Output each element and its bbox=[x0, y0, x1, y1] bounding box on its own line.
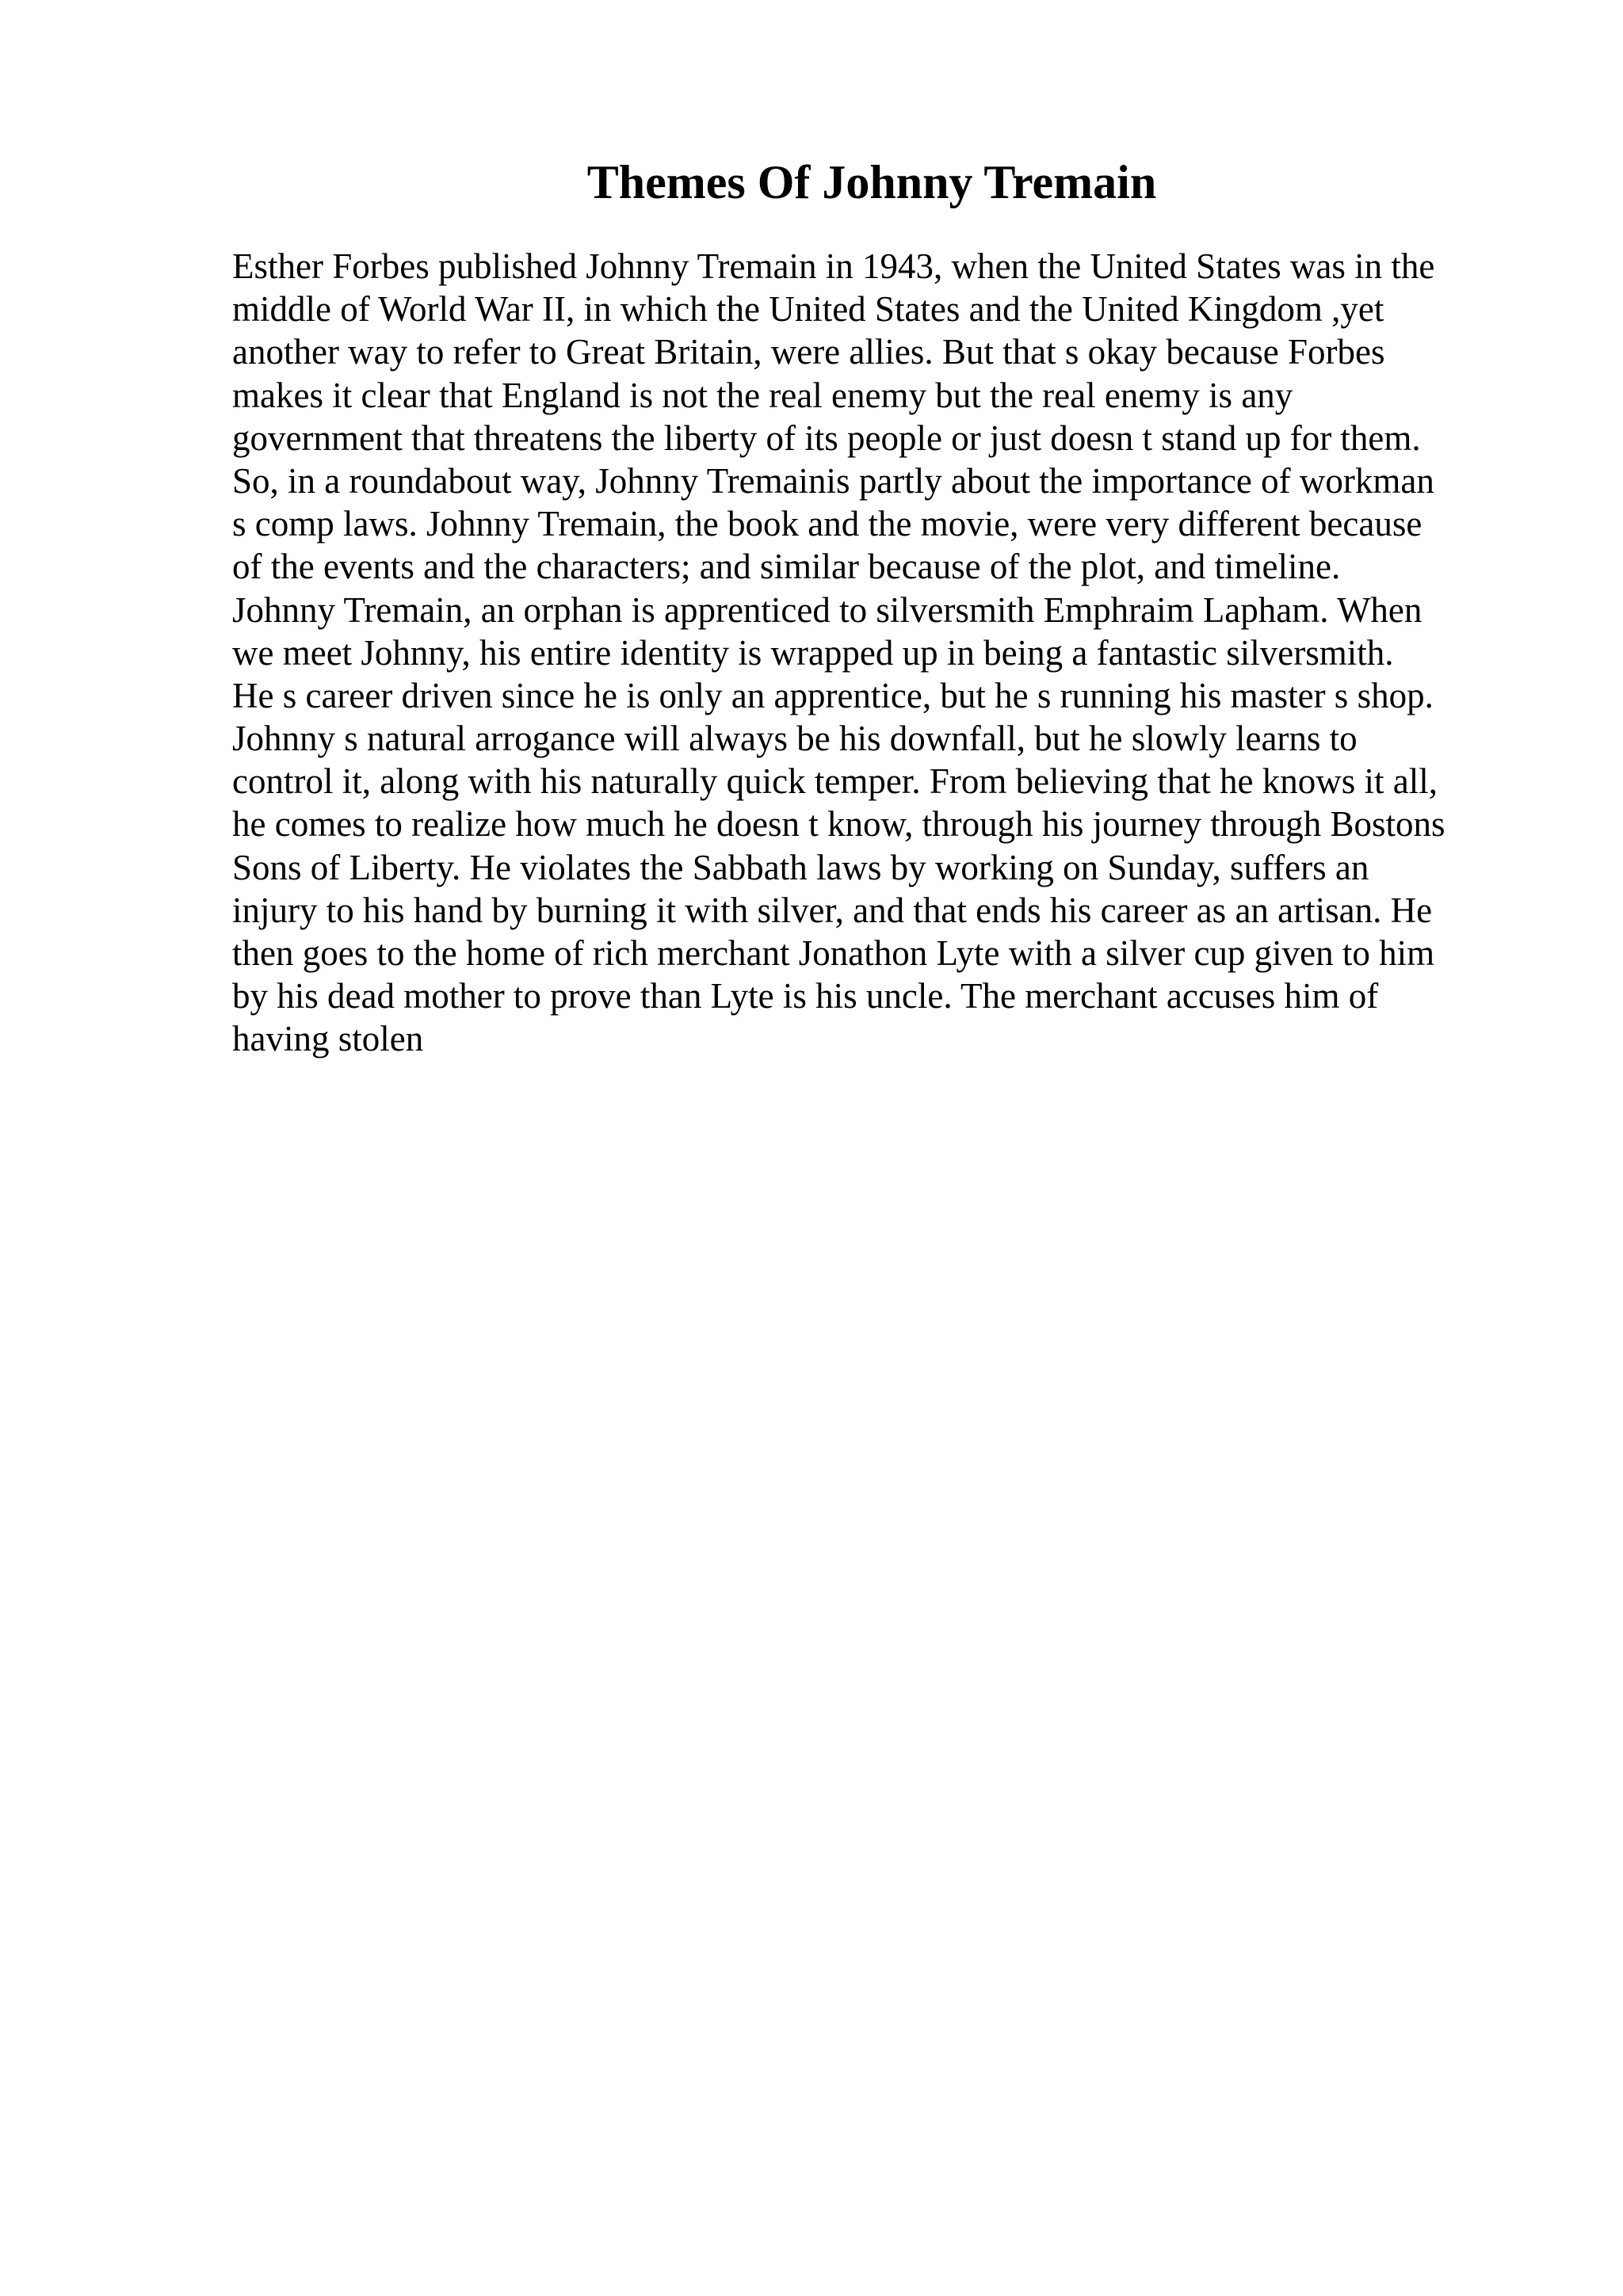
body-line: So, in a roundabout way, Johnny Tremainis partly about the importance of workman bbox=[232, 460, 1434, 501]
body-line: He s career driven since he is only an apprentice, but he s running his master s shop. bbox=[232, 675, 1434, 715]
body-line: Johnny Tremain, an orphan is apprenticed to silversmith Emphraim Lapham. When bbox=[232, 589, 1423, 630]
body-line: of the events and the characters; and similar because of the plot, and timeline. bbox=[232, 547, 1341, 587]
body-line: injury to his hand by burning it with silver, and that ends his career as an artisan. He bbox=[232, 890, 1433, 930]
document-body bbox=[232, 245, 1532, 1061]
body-line: another way to refer to Great Britain, were allies. But that s okay because Forbes bbox=[232, 332, 1385, 372]
document-title: Themes Of Johnny Tremain bbox=[586, 156, 1157, 208]
body-line: he comes to realize how much he doesn t know, through his journey through Bostons bbox=[232, 804, 1445, 845]
body-line: having stolen bbox=[232, 1019, 424, 1059]
body-line: Esther Forbes published Johnny Tremain in 1943, when the United States was in the bbox=[232, 246, 1435, 286]
body-line: government that threatens the liberty of its people or just doesn t stand up for them. bbox=[232, 418, 1421, 458]
body-line: Johnny s natural arrogance will always be his downfall, but he slowly learns to bbox=[232, 719, 1358, 759]
body-line: we meet Johnny, his entire identity is wrapped up in being a fantastic silversmith. bbox=[232, 632, 1394, 673]
body-line: by his dead mother to prove than Lyte is his uncle. The merchant accuses him of bbox=[232, 976, 1379, 1016]
body-line: control it, along with his naturally quick temper. From believing that he knows it all, bbox=[232, 761, 1438, 802]
body-line: s comp laws. Johnny Tremain, the book and the movie, were very different because bbox=[232, 504, 1423, 544]
body-line: then goes to the home of rich merchant Jonathon Lyte with a silver cup given to him bbox=[232, 933, 1435, 973]
body-line: makes it clear that England is not the real enemy but the real enemy is any bbox=[232, 375, 1293, 415]
body-line: middle of World War II, in which the United States and the United Kingdom ,yet bbox=[232, 289, 1384, 330]
body-line: Sons of Liberty. He violates the Sabbath laws by working on Sunday, suffers an bbox=[232, 847, 1369, 887]
